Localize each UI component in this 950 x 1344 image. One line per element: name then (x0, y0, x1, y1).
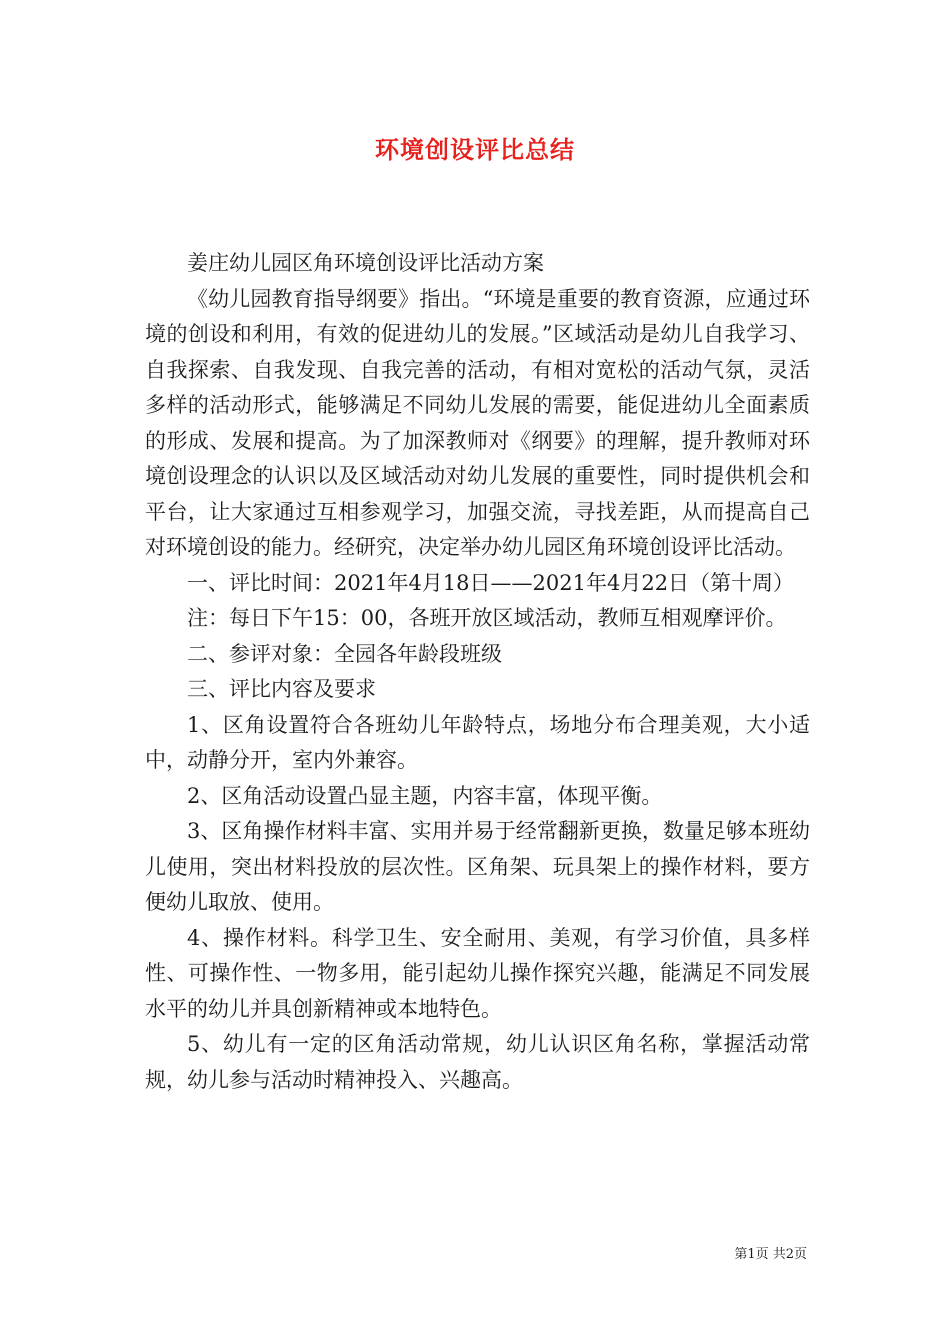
paragraph-item-1: 1、区角设置符合各班幼儿年龄特点，场地分布合理美观，大小适中，动静分开，室内外兼容。 (145, 712, 810, 772)
paragraph-content-heading: 三、评比内容及要求 (187, 677, 376, 701)
paragraph-item-2: 2、区角活动设置凸显主题，内容丰富，体现平衡。 (187, 783, 663, 808)
paragraph-item-4: 4、操作材料。科学卫生、安全耐用、美观，有学习价值，具多样性、可操作性、一物多用，能引起幼儿操作探究兴趣，能满足不同发展水平的幼儿并具创新精神或本地特色。 (145, 925, 810, 1021)
paragraph-participants: 二、参评对象：全园各年龄段班级 (187, 641, 502, 666)
document-body (145, 246, 810, 1098)
paragraph-item-3: 3、区角操作材料丰富、实用并易于经常翻新更换，数量足够本班幼儿使用，突出材料投放的层次性。区角架、玩具架上的操作材料，要方便幼儿取放、使用。 (145, 819, 810, 914)
paragraph-time: 一、评比时间：2021年4月18日——2021年4月22日（第十周） (187, 570, 795, 595)
paragraph-intro: 《幼儿园教育指导纲要》指出。“环境是重要的教育资源，应通过环境的创设和利用，有效的促进幼儿的发展。”区域活动是幼儿自我学习、自我探索、自我发现、自我完善的活动，有相对宽松的活动气氛，灵活多样的活动形式，能够满足不同幼儿发展的需要，能促进幼儿全面素质的形成、发展和提高。为了加深教师对《纲要》的理解，提升教师对环境创设理念的认识以及区域活动对幼儿发展的重要性，同时提供机会和平台，让大家通过互相参观学习，加强交流，寻找差距，从而提高自己对环境创设的能力。经研究，决定举办幼儿园区角环境创设评比活动。 (145, 286, 810, 559)
paragraph-item-5: 5、幼儿有一定的区角活动常规，幼儿认识区角名称，掌握活动常规，幼儿参与活动时精神投入、兴趣高。 (145, 1032, 810, 1092)
page-number: 第1页 共2页 (734, 1247, 807, 1262)
paragraph-plan-title: 姜庄幼儿园区角环境创设评比活动方案 (187, 251, 544, 275)
document-title: 环境创设评比总结 (375, 135, 575, 164)
paragraph-note: 注：每日下午15：00，各班开放区域活动，教师互相观摩评价。 (187, 606, 787, 630)
